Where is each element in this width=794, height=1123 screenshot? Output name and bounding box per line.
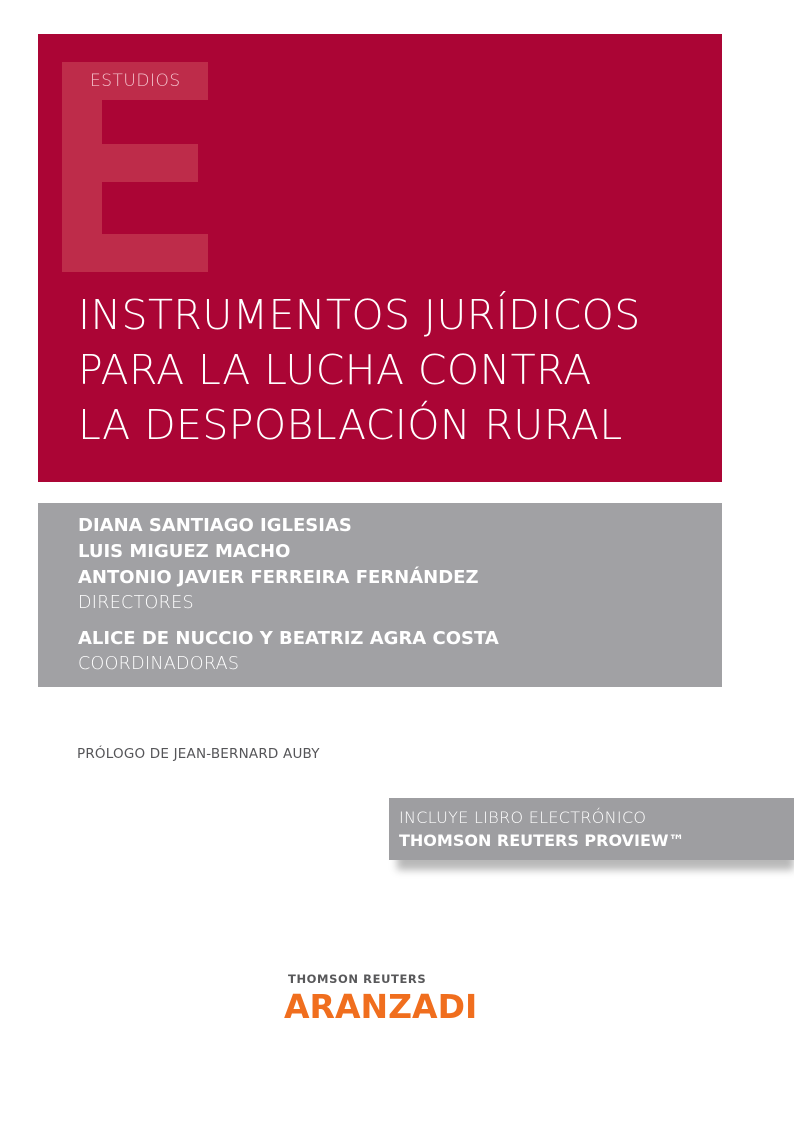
coordinators-names: ALICE DE NUCCIO Y BEATRIZ AGRA COSTA	[78, 628, 499, 649]
director-name-1: DIANA SANTIAGO IGLESIAS	[78, 515, 352, 536]
book-title-line-1: INSTRUMENTOS JURÍDICOS	[78, 291, 641, 339]
series-letter-e-logo	[62, 62, 208, 272]
publisher-parent-name: THOMSON REUTERS	[288, 972, 427, 986]
director-name-2: LUIS MIGUEZ MACHO	[78, 541, 291, 562]
cover-title-block	[38, 34, 722, 482]
director-name-3: ANTONIO JAVIER FERREIRA FERNÁNDEZ	[78, 567, 479, 588]
authors-band	[38, 503, 722, 687]
ebook-banner-line-2: THOMSON REUTERS PROVIEW™	[399, 831, 685, 850]
ebook-banner-line-1: INCLUYE LIBRO ELECTRÓNICO	[399, 808, 647, 827]
prologue-credit: PRÓLOGO DE JEAN-BERNARD AUBY	[77, 746, 320, 762]
ebook-banner	[389, 798, 794, 860]
authors-list	[78, 513, 499, 677]
coordinators-role: COORDINADORAS	[78, 654, 240, 674]
book-title-line-3: LA DESPOBLACIÓN RURAL	[78, 401, 623, 449]
book-title	[78, 288, 708, 453]
directors-role: DIRECTORES	[78, 593, 194, 613]
book-title-line-2: PARA LA LUCHA CONTRA	[78, 346, 592, 394]
publisher-logo	[284, 972, 484, 1027]
series-label: ESTUDIOS	[90, 71, 181, 91]
publisher-name: ARANZADI	[284, 987, 478, 1026]
